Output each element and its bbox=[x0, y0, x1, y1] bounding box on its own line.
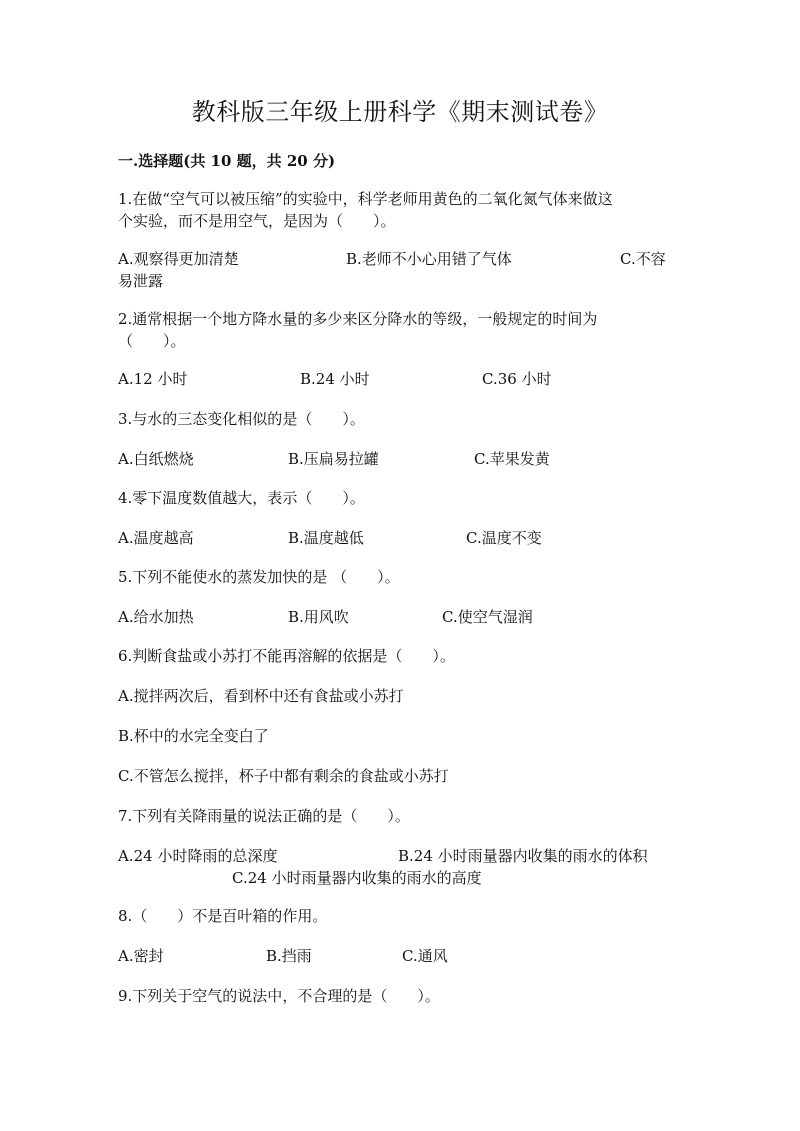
question-2-line-2: （ ）。 bbox=[118, 332, 186, 350]
question-1-option-b: B.老师不小心用错了气体 bbox=[346, 250, 512, 268]
question-3-line-1: 3.与水的三态变化相似的是（ ）。 bbox=[118, 410, 365, 428]
question-2-line-1: 2.通常根据一个地方降水量的多少来区分降水的等级，一般规定的时间为 bbox=[118, 310, 598, 328]
question-2-option-c: C.36 小时 bbox=[482, 370, 552, 388]
section-heading: 一.选择题(共 10 题，共 20 分) bbox=[118, 152, 336, 170]
question-7-option-a: A.24 小时降雨的总深度 bbox=[118, 847, 278, 865]
question-5-option-b: B.用风吹 bbox=[288, 608, 349, 626]
question-8-option-c: C.通风 bbox=[402, 947, 448, 965]
question-6-line-1: 6.判断食盐或小苏打不能再溶解的依据是（ ）。 bbox=[118, 647, 455, 665]
question-5-option-c: C.使空气湿润 bbox=[442, 608, 533, 626]
question-7-line-1: 7.下列有关降雨量的说法正确的是（ ）。 bbox=[118, 807, 410, 825]
question-1-option-a: A.观察得更加清楚 bbox=[118, 250, 239, 268]
question-4-line-1: 4.零下温度数值越大，表示（ ）。 bbox=[118, 489, 365, 507]
question-4-option-b: B.温度越低 bbox=[288, 529, 364, 547]
question-7-option-c: C.24 小时雨量器内收集的雨水的高度 bbox=[232, 869, 482, 887]
question-1-option-c: C.不容 bbox=[620, 250, 666, 268]
question-5-line-1: 5.下列不能使水的蒸发加快的是 （ ）。 bbox=[118, 568, 400, 586]
question-8-line-1: 8.（ ）不是百叶箱的作用。 bbox=[118, 907, 328, 925]
question-4-option-c: C.温度不变 bbox=[466, 529, 542, 547]
question-2-option-a: A.12 小时 bbox=[118, 370, 188, 388]
question-6-option-b: B.杯中的水完全变白了 bbox=[118, 727, 269, 745]
question-5-option-a: A.给水加热 bbox=[118, 608, 194, 626]
question-1-line-1: 1.在做“空气可以被压缩”的实验中，科学老师用黄色的二氧化氮气体来做这 bbox=[118, 190, 613, 208]
question-1-option-c-wrap: 易泄露 bbox=[118, 272, 164, 290]
question-6-option-a: A.搅拌两次后，看到杯中还有食盐或小苏打 bbox=[118, 687, 404, 705]
question-6-option-c: C.不管怎么搅拌，杯子中都有剩余的食盐或小苏打 bbox=[118, 767, 449, 785]
question-1-line-2: 个实验，而不是用空气，是因为（ ）。 bbox=[118, 212, 396, 230]
question-4-option-a: A.温度越高 bbox=[118, 529, 194, 547]
question-2-option-b: B.24 小时 bbox=[300, 370, 370, 388]
question-3-option-c: C.苹果发黄 bbox=[474, 450, 550, 468]
question-3-option-a: A.白纸燃烧 bbox=[118, 450, 194, 468]
question-8-option-a: A.密封 bbox=[118, 947, 164, 965]
question-3-option-b: B.压扁易拉罐 bbox=[288, 450, 379, 468]
question-9-line-1: 9.下列关于空气的说法中，不合理的是（ ）。 bbox=[118, 987, 440, 1005]
page-title: 教科版三年级上册科学《期末测试卷》 bbox=[191, 98, 609, 126]
question-7-option-b: B.24 小时雨量器内收集的雨水的体积 bbox=[398, 847, 648, 865]
question-8-option-b: B.挡雨 bbox=[266, 947, 312, 965]
